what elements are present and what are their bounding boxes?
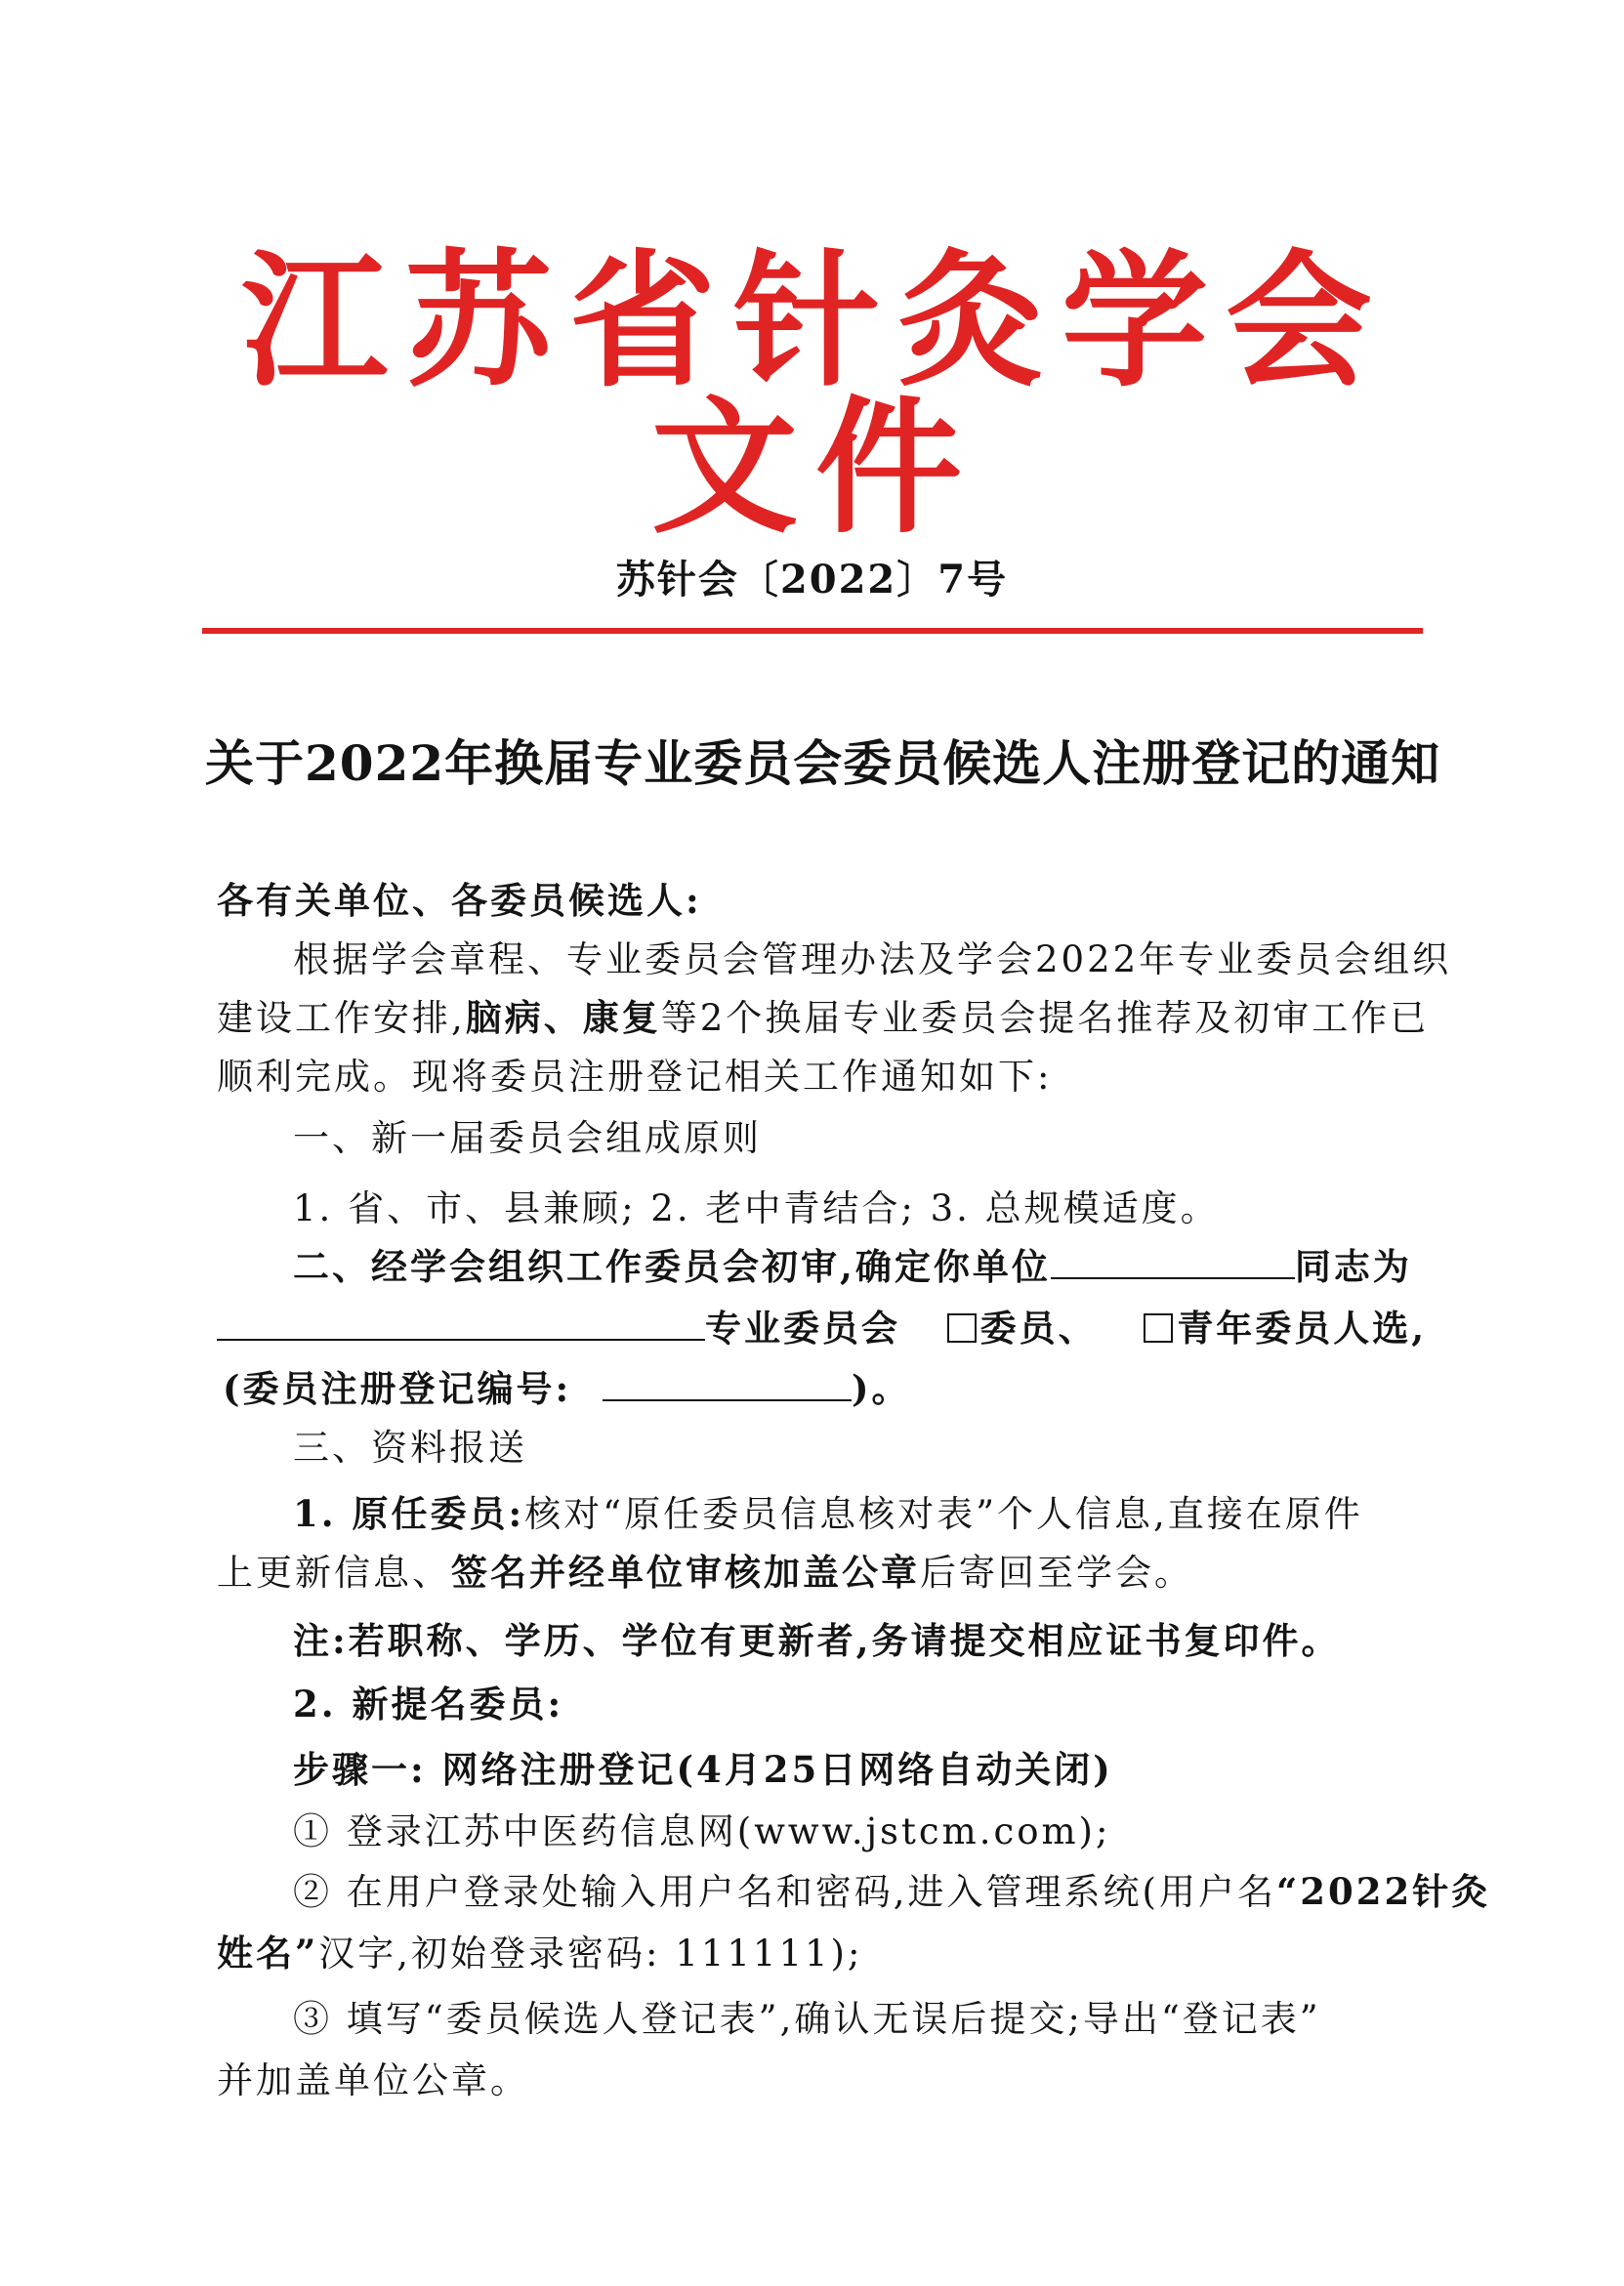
red-divider bbox=[202, 628, 1423, 634]
para1-highlight: 脑病、康复 bbox=[465, 996, 661, 1039]
item1-text1: 核对“原任委员信息核对表”个人信息,直接在原件 bbox=[524, 1493, 1363, 1535]
step1-heading: 步骤一: 网络注册登记(4月25日网络自动关闭) bbox=[293, 1748, 1113, 1791]
para1-line2a: 建设工作安排, bbox=[217, 997, 466, 1039]
item2-label: 2. 新提名委员: bbox=[293, 1683, 564, 1725]
item1-line1 bbox=[293, 1484, 1363, 1537]
registration-close: )。 bbox=[851, 1367, 911, 1410]
step-a: ① 登录江苏中医药信息网(www.jstcm.com); bbox=[293, 1810, 1111, 1852]
registration-number-label: (委员注册登记编号: bbox=[223, 1367, 572, 1410]
section2-line1 bbox=[293, 1237, 1412, 1290]
step-b-line2 bbox=[217, 1924, 862, 1976]
step-b-text2: 汉字,初始登录密码: 111111); bbox=[318, 1933, 863, 1974]
member-checkbox[interactable] bbox=[947, 1313, 977, 1343]
youth-member-checkbox[interactable] bbox=[1144, 1313, 1173, 1343]
step-b-text1: ② 在用户登录处输入用户名和密码,进入管理系统(用户名 bbox=[293, 1871, 1276, 1913]
para1-line2c: 等2个换届专业委员会提名推荐及初审工作已 bbox=[660, 997, 1430, 1039]
section2-text-b: 同志为 bbox=[1294, 1245, 1412, 1288]
item1-highlight: 签名并经单位审核加盖公章 bbox=[451, 1551, 920, 1594]
notice-title: 关于2022年换届专业委员会委员候选人注册登记的通知 bbox=[205, 734, 1441, 792]
step-b-name: 姓名” bbox=[217, 1932, 319, 1974]
item1-label: 1. 原任委员: bbox=[293, 1492, 525, 1535]
salutation: 各有关单位、各委员候选人: bbox=[217, 879, 702, 922]
section2-line3 bbox=[223, 1359, 910, 1412]
unit-name-blank[interactable] bbox=[1051, 1242, 1295, 1279]
item1-text2a: 上更新信息、 bbox=[217, 1552, 451, 1594]
section2-text-a: 二、经学会组织工作委员会初审,确定你单位 bbox=[293, 1245, 1051, 1288]
section1-text: 1. 省、市、县兼顾; 2. 老中青结合; 3. 总规模适度。 bbox=[293, 1187, 1220, 1229]
registration-number-blank[interactable] bbox=[603, 1364, 852, 1401]
note: 注:若职称、学历、学位有更新者,务请提交相应证书复印件。 bbox=[293, 1619, 1341, 1662]
committee-name-blank[interactable] bbox=[217, 1304, 705, 1341]
section1-heading: 一、新一届委员会组成原则 bbox=[293, 1117, 762, 1159]
document-number: 苏针会〔2022〕7号 bbox=[615, 557, 1009, 603]
para1-line1: 根据学会章程、专业委员会管理办法及学会2022年专业委员会组织 bbox=[293, 938, 1452, 980]
section2-text-c: 专业委员会 bbox=[705, 1307, 900, 1350]
option-member: 委员、 bbox=[979, 1307, 1098, 1350]
item1-text2c: 后寄回至学会。 bbox=[920, 1552, 1193, 1594]
step-c-line2: 并加盖单位公章。 bbox=[217, 2059, 529, 2101]
step-b-username: “2022针灸 bbox=[1275, 1870, 1491, 1913]
section3-heading: 三、资料报送 bbox=[293, 1427, 527, 1469]
step-b-line1 bbox=[293, 1862, 1490, 1915]
para1-line2 bbox=[217, 988, 1429, 1041]
para1-line3: 顺利完成。现将委员注册登记相关工作通知如下: bbox=[217, 1056, 1053, 1098]
option-youth-member: 青年委员人选, bbox=[1177, 1307, 1428, 1350]
step-c-line1: ③ 填写“委员候选人登记表”,确认无误后提交;导出“登记表” bbox=[293, 1998, 1321, 2040]
section2-line2 bbox=[217, 1299, 1427, 1351]
masthead-title: 江苏省针灸学会文件 bbox=[240, 237, 1390, 554]
item1-line2 bbox=[217, 1543, 1193, 1596]
